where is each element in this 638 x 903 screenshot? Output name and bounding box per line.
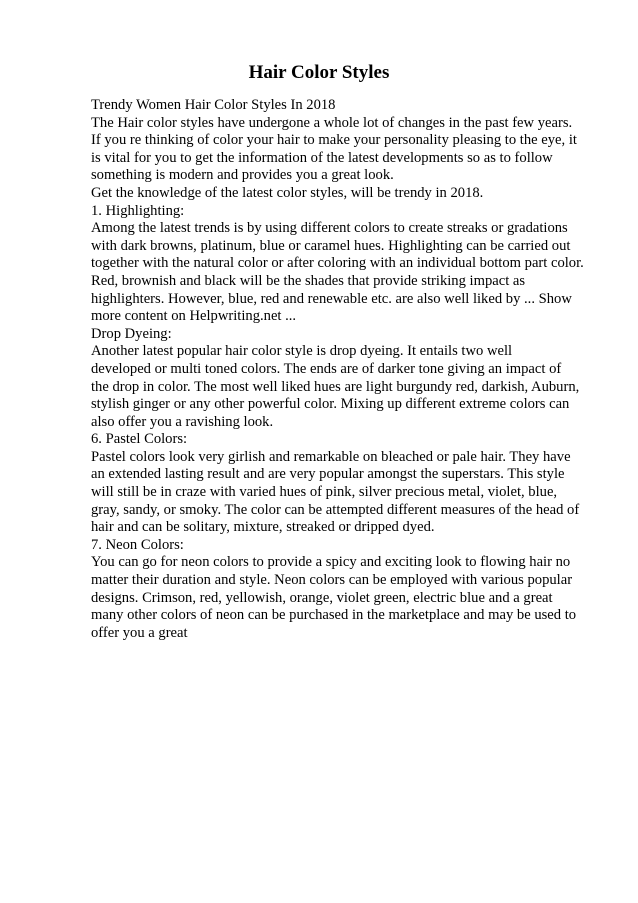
text-line: Pastel colors look very girlish and remarkable on bleached or pale hair. They have bbox=[91, 448, 571, 465]
text-line: many other colors of neon can be purchased in the marketplace and may be used to bbox=[91, 607, 577, 624]
section-heading: 7. Neon Colors: bbox=[91, 536, 184, 553]
text-line: an extended lasting result and are very popular amongst the superstars. This style bbox=[91, 466, 565, 483]
text-line: Another latest popular hair color style is drop dyeing. It entails two well bbox=[91, 343, 513, 360]
text-line: Among the latest trends is by using different colors to create streaks or gradations bbox=[91, 220, 568, 237]
document-title: Hair Color Styles bbox=[248, 62, 390, 83]
text-line: developed or multi toned colors. The ends are of darker tone giving an impact of bbox=[91, 360, 562, 377]
text-line: also offer you a ravishing look. bbox=[91, 413, 274, 430]
text-line: is vital for you to get the information of the latest developments so as to follow bbox=[91, 149, 553, 166]
text-line: Get the knowledge of the latest color styles, will be trendy in 2018. bbox=[91, 184, 484, 201]
text-line: together with the natural color or after coloring with an individual bottom part color. bbox=[91, 255, 584, 272]
section-heading: 1. Highlighting: bbox=[91, 202, 185, 219]
section-heading: 6. Pastel Colors: bbox=[91, 431, 188, 448]
text-line: more content on Helpwriting.net ... bbox=[91, 308, 297, 325]
text-line: The Hair color styles have undergone a whole lot of changes in the past few years. bbox=[91, 114, 573, 131]
text-line: stylish ginger or any other powerful color. Mixing up different extreme colors can bbox=[91, 396, 570, 413]
document-body bbox=[91, 97, 591, 642]
text-line: matter their duration and style. Neon colors can be employed with various popular bbox=[91, 572, 573, 589]
text-line: Trendy Women Hair Color Styles In 2018 bbox=[91, 97, 336, 113]
text-line: something is modern and provides you a great look. bbox=[91, 167, 394, 184]
text-line: You can go for neon colors to provide a spicy and exciting look to flowing hair no bbox=[91, 554, 571, 571]
text-line: highlighters. However, blue, red and renewable etc. are also well liked by ... Show bbox=[91, 290, 572, 307]
text-line: the drop in color. The most well liked hues are light burgundy red, darkish, Auburn, bbox=[91, 378, 580, 395]
text-line: Red, brownish and black will be the shades that provide striking impact as bbox=[91, 272, 526, 289]
section-heading: Drop Dyeing: bbox=[91, 325, 172, 342]
text-line: If you re thinking of color your hair to make your personality pleasing to the eye, it bbox=[91, 132, 577, 149]
text-line: will still be in craze with varied hues of pink, silver precious metal, violet, blue, bbox=[91, 484, 558, 501]
text-line: hair and can be solitary, mixture, streaked or dripped dyed. bbox=[91, 519, 435, 536]
text-line: offer you a great bbox=[91, 624, 188, 641]
text-line: designs. Crimson, red, yellowish, orange, violet green, electric blue and a great bbox=[91, 589, 553, 606]
text-line: gray, sandy, or smoky. The color can be attempted different measures of the head of bbox=[91, 501, 580, 518]
text-line: with dark browns, platinum, blue or caramel hues. Highlighting can be carried out bbox=[91, 237, 571, 254]
